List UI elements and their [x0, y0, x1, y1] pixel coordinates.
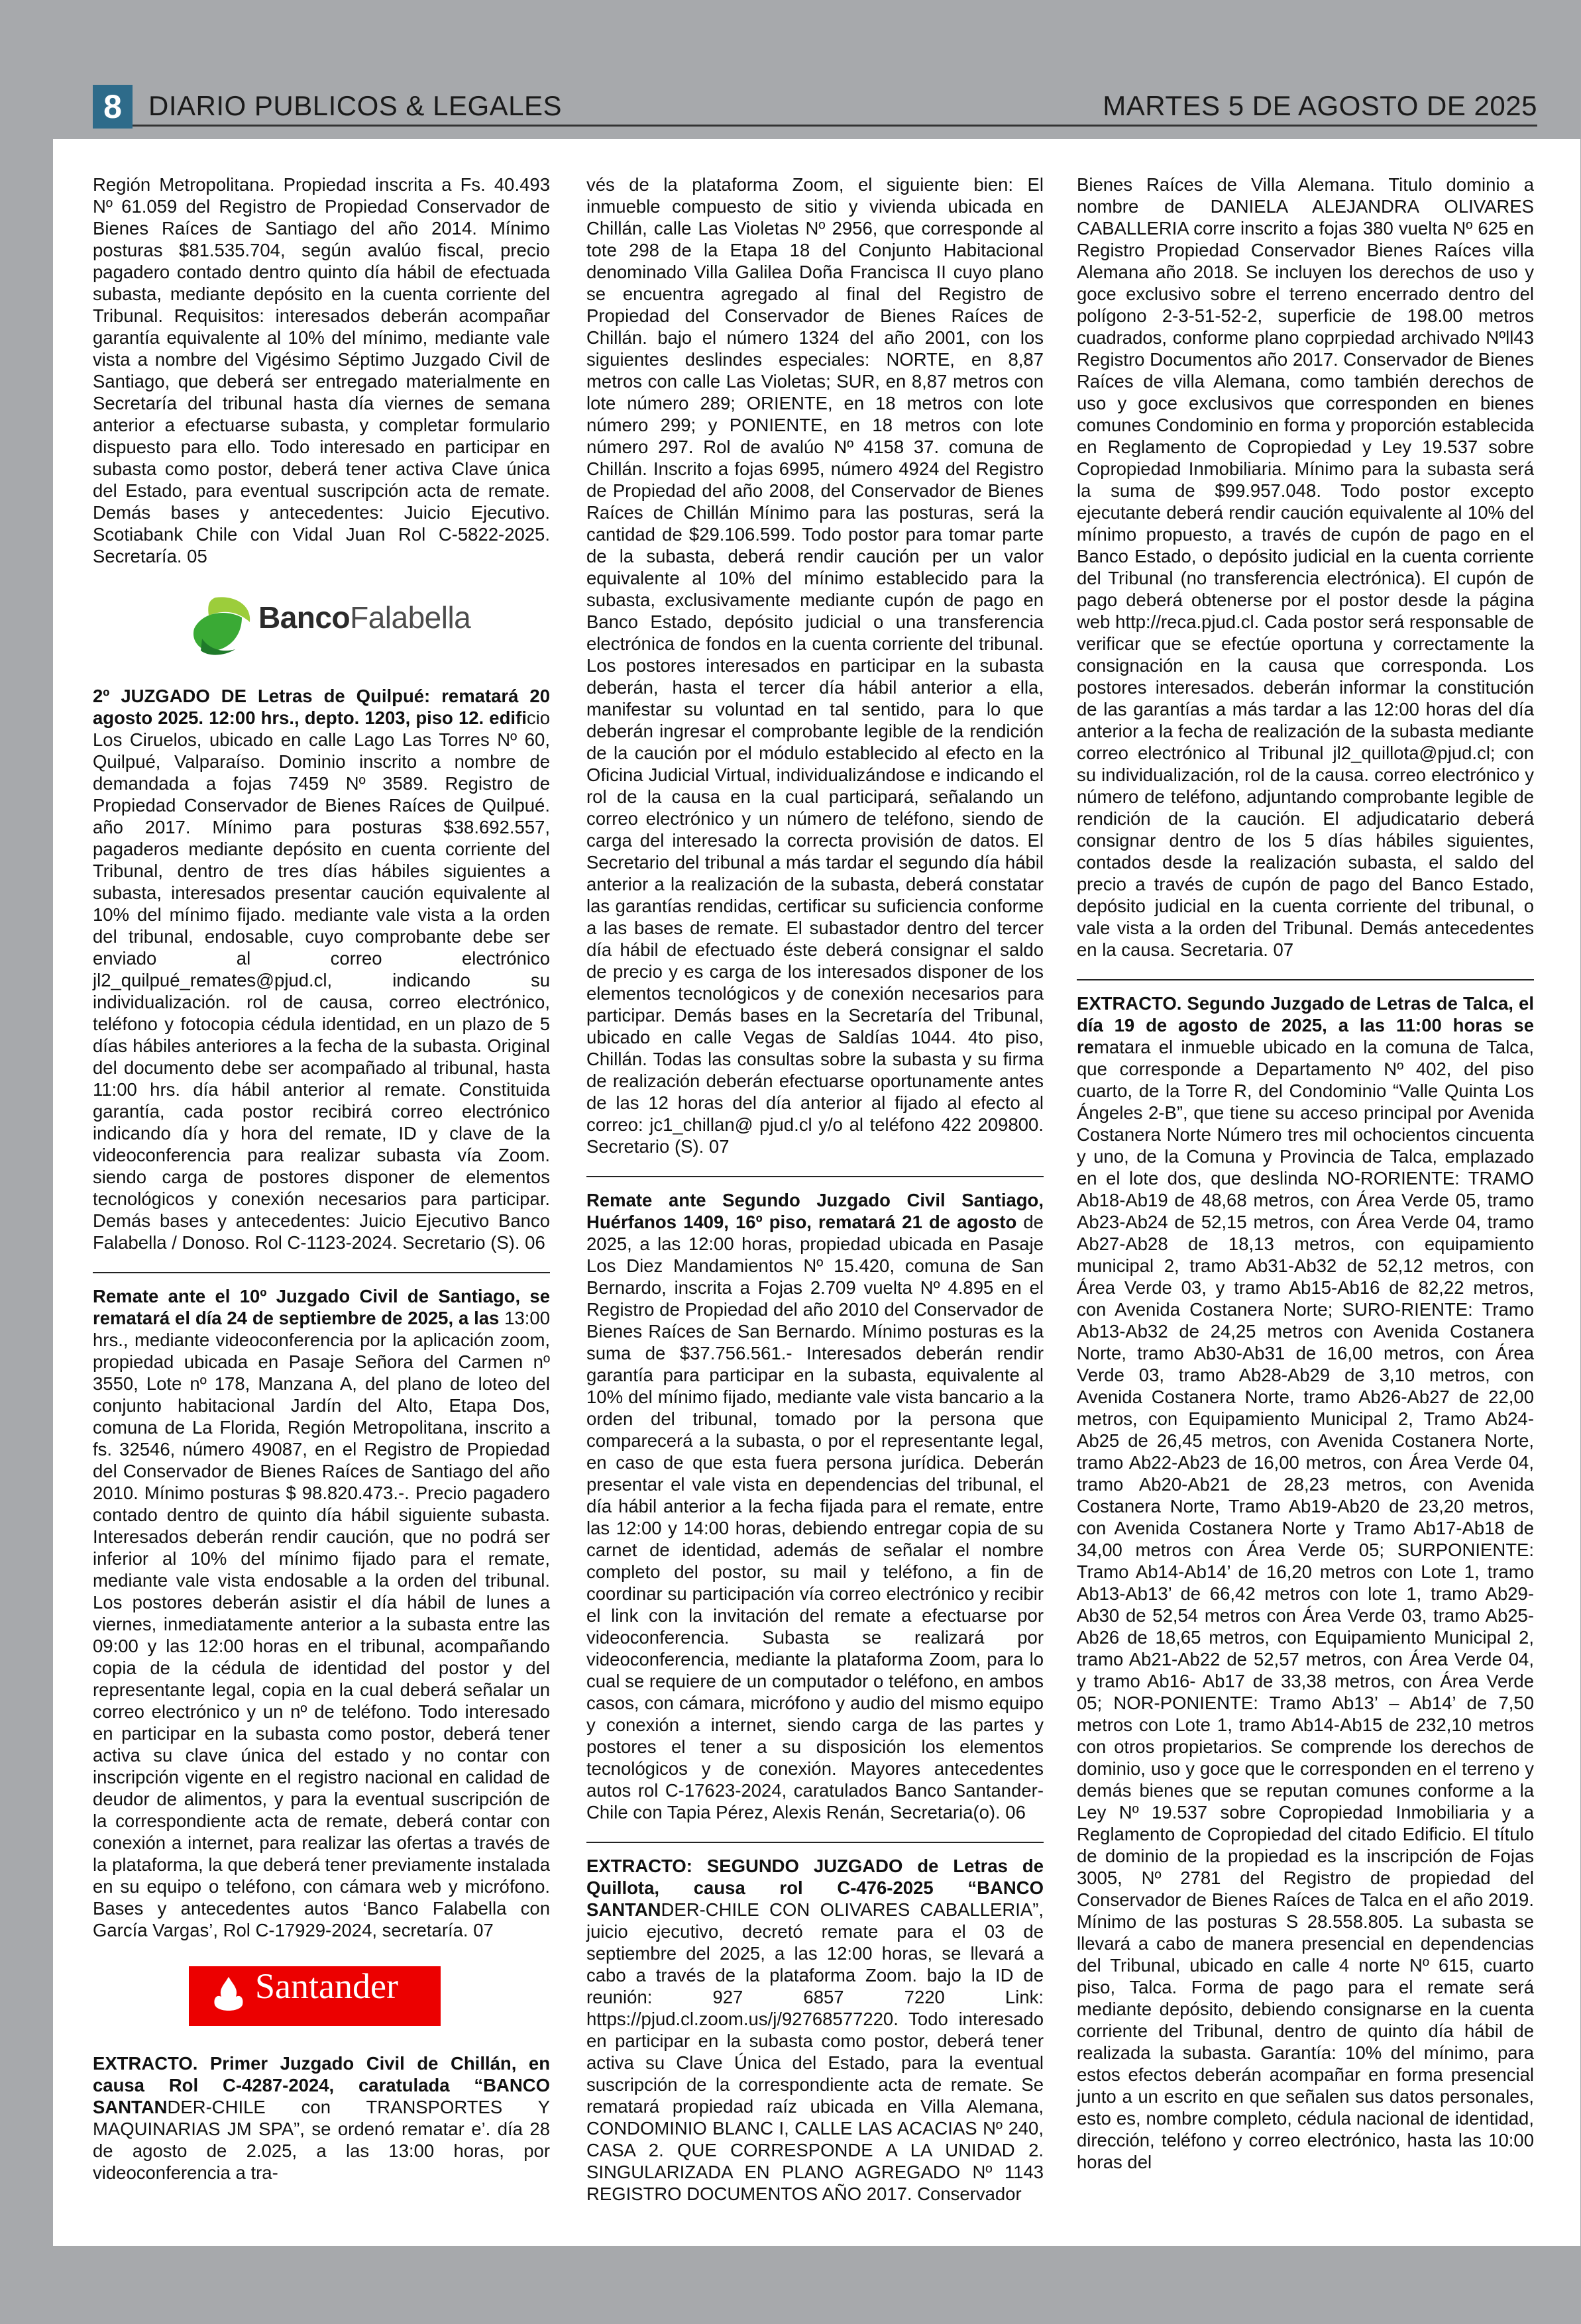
divider [1077, 979, 1534, 980]
divider [93, 1272, 550, 1273]
notice-quilpue: 2º JUZGADO DE Letras de Quilpué: rematará 20 agosto 2025. 12:00 hrs., depto. 1203, piso 12. edificio Los Ciruelos, ubicado en calle Lago Las Torres Nº 60, Quilpué, Valparaíso. Dominio inscrito a nombre de demandada a fojas 7459 Nº 3589. Registro de Propiedad Conservador de Bienes Raíces de Quilpué. año 2017. Mínimo para posturas $38.692.557, pagaderos mediante depósito en cuenta corriente del Tribunal, dentro de tres días hábiles siguientes a subasta, interesados presentar caución equivalente al 10% del mínimo fijado. mediante vale vista a la orden del tribunal, endosable, cuyo comprobante debe ser enviado al correo electrónico jl2_quilpué_remates@pjud.cl, indicando su individualización. rol de causa, correo electrónico, teléfono y fotocopia cédula identidad, en un plazo de 5 días hábiles anteriores a la fecha de la subasta. Original del documento debe ser acompañado al tribunal, hasta 11:00 hrs. día hábil anterior al remate. Constituida garantía, cada postor recibirá correo electrónico indicando día y hora del remate, ID y clave de la videoconferencia para realizar subasta vía Zoom. siendo carga de postores disponer de elementos tecnológicos y conexión necesarios para participar. Demás bases y antecedentes: Juicio Ejecutivo Banco Falabella / Donoso. Rol C-1123-2024. Secretario (S). 06 [93, 686, 550, 1253]
banco-falabella-logo [93, 586, 550, 659]
column-1 [93, 174, 550, 2202]
column-3 [1077, 174, 1534, 2192]
notice-paragraph: Bienes Raíces de Villa Alemana. Titulo dominio a nombre de DANIELA ALEJANDRA OLIVARES CABALLERIA corre inscrito a fojas 380 vuelta Nº 625 en Registro Propiedad Conservador Bienes Raíces villa Alemana año 2018. Se incluyen los derechos de uso y goce exclusivo sobre el terreno encerrado dentro del polígono 2-3-51-52-2, superficie de 198.00 metros cuadrados, conforme plano coprpiedad archivado Nºll43 Registro Documentos año 2017. Conservador de Bienes Raíces de villa Alemana, como también derechos de uso y goce exclusivos que corresponden en bienes comunes Condominio en forma y proporción establecida en Reglamento de Copropiedad y Ley 19.537 sobre Copropiedad Inmobiliaria. Mínimo para la subasta será la suma de $99.957.048. Todo postor excepto ejecutante deberá rendir caución equivalente al 10% del mínimo propuesto, a través de cupón de pago en el Banco Estado, o depósito judicial en la cuenta corriente del Tribunal (no transferencia electrónica). El cupón de pago deberá obtenerse por el postor desde la página web http://reca.pjud.cl. Cada postor será responsable de verificar que se efectúe oportuna y correctamente la consignación en la causa que corresponda. Los postores interesados. deberán informar la constitución de las garantías a más tardar a las 12:00 horas del día anterior a la fecha de realización de la subasta mediante correo electrónico al Tribunal jl2_quillota@pjud.cl; con su individualización, rol de la causa. correo electrónico y número de teléfono, adjuntando comprobante legible de rendición de la caución. El adjudicatario deberá consignar dentro de los 5 días hábiles siguientes, contados desde la realización subasta, el saldo del precio a través de cupón de pago del Banco Estado, depósito judicial en la cuenta corriente del tribunal, o vale vista a la orden del Tribunal. Demás antecedentes en la causa. Secretaria. 07 [1077, 174, 1534, 960]
notice-santiago-2: Remate ante Segundo Juzgado Civil Santiago, Huérfanos 1409, 16º piso, rematará 21 de agosto de 2025, a las 12:00 horas, propiedad ubicada en Pasaje Los Diez Mandamientos Nº 15.420, comuna de San Bernardo, inscrita a Fojas 2.709 vuelta Nº 4.895 en el Registro de Propiedad del año 2010 del Conservador de Bienes Raíces de San Bernardo. Mínimo posturas es la suma de $37.756.561.- Interesados deberán rendir garantía para participar en la subasta, equivalente al 10% del mínimo fijado, mediante vale vista bancario a la orden del tribunal, tomado por la persona que comparecerá a la subasta, o por el representante legal, en caso de que esta fuera persona jurídica. Deberán presentar el vale vista en dependencias del tribunal, el día hábil anterior a la fecha fijada para el remate, entre las 12:00 y 14:00 horas, debiendo entregar copia de su carnet de identidad, además de señalar el nombre completo del postor, su mail y teléfono, a fin de coordinar su participación vía correo electrónico y recibir el link con la invitación del remate a efectuarse por videoconferencia. Subasta se realizará por videoconferencia, mediante la plataforma Zoom, para lo cual se requiere de un computador o teléfono, en ambos casos, con cámara, micrófono y audio del mismo equipo y conexión a internet, siendo carga de las partes y postores el tener a su disposición los elementos tecnológicos y de conexión. Mayores antecedentes autos rol C-17623-2024, caratulados Banco Santander-Chile con Tapia Pérez, Alexis Renán, Secretaria(o). 06 [586, 1190, 1044, 1822]
notice-talca: EXTRACTO. Segundo Juzgado de Letras de Talca, el día 19 de agosto de 2025, a las 11:00 horas se rematara el inmueble ubicado en la comuna de Talca, que corresponde a Departamento Nº 402, del piso cuarto, de la Torre R, del Condominio “Valle Quinta Los Ángeles 2-B”, que tiene su acceso principal por Avenida Costanera Norte Número tres mil ochocientos cincuenta y uno, de la Comuna y Provincia de Talca, emplazado en el lote dos, que deslinda NO-RORIENTE: TRAMO Ab18-Ab19 de 48,68 metros, con Área Verde 05, tramo Ab23-Ab24 de 52,15 metros, con Área Verde 04, tramo Ab27-Ab28 de 18,13 metros, con equipamiento municipal 2, tramo Ab31-Ab32 de 52,12 metros, con Área Verde 03, y tramo Ab15-Ab16 de 82,22 metros, con Avenida Costanera Norte; SURO-RIENTE: Tramo Ab13-Ab32 de 24,25 metros con Avenida Costanera Norte, tramo Ab30-Ab31 de 16,00 metros, con Área Verde 03, tramo Ab28-Ab29 de 3,10 metros, con Avenida Costanera Norte, tramo Ab26-Ab27 de 22,00 metros, con Equipamiento Municipal 2, Tramo Ab24-Ab25 de 26,45 metros, con Avenida Costanera Norte, tramo Ab22-Ab23 de 16,00 metros, con Área Verde 04, tramo Ab20-Ab21 de 28,23 metros, con Avenida Costanera Norte, Tramo Ab19-Ab20 de 23,20 metros, con Avenida Costanera Norte y Tramo Ab17-Ab18 de 34,00 metros con Área Verde 05; SURPONIENTE: Tramo Ab14-Ab14’ de 16,20 metros con Lote 1, tramo Ab13-Ab13’ de 66,42 metros con lote 1, tramo Ab29-Ab30 de 52,54 metros con Área Verde 03, tramo Ab25-Ab26 de 18,65 metros, con Equipamiento Municipal 2, tramo Ab21-Ab22 de 52,57 metros, con Área Verde 04, y tramo Ab16- Ab17 de 33,38 metros, con Área Verde 05; NOR-PONIENTE: Tramo Ab13’ – Ab14’ de 7,50 metros con Lote 1, tramo Ab14-Ab15 de 232,10 metros con otros propietarios. Se comprende los derechos de dominio, uso y goce que le corresponden en el terreno y demás bienes que se reputan comunes conforme a la Ley Nº 19.537 sobre Copropiedad Inmobiliaria y a Reglamento de Copropiedad del citado Edificio. El título de dominio de la propiedad es la inscripción de Fojas 3005, Nº 2781 del Registro de propiedad del Conservador de Bienes Raíces de Talca en el año 2019. Mínimo de las posturas S 28.558.805. La subasta se llevará a cabo de manera presencial en dependencias del Tribunal, ubicado en calle 4 norte Nº 615, cuarto piso, Talca. Forma de pago para el remate será mediante depósito, debiendo consignarse en la cuenta corriente del Tribunal, dentro de quinto día hábil de realizada la subasta. Garantía: 10% del mínimo, para estos efectos deberán acompañar en forma presencial junto a un escrito en que señalen sus datos personales, esto es, nombre completo, cédula nacional de identidad, dirección, teléfono y correo electrónico, hasta las 10:00 horas del [1077, 993, 1534, 2172]
santander-wordmark: Santander [255, 1966, 398, 2006]
page-header [93, 85, 1537, 127]
santander-logo [93, 1960, 550, 2033]
falabella-wordmark: BancoFalabella [258, 600, 471, 635]
santander-flame-icon [212, 1976, 245, 2017]
publication-title: DIARIO PUBLICOS & LEGALES [148, 90, 563, 121]
divider [586, 1176, 1044, 1177]
notice-quillota: EXTRACTO: SEGUNDO JUZGADO de Letras de Quillota, causa rol C-476-2025 “BANCO SANTANDER-CHILE CON OLIVARES CABALLERIA”, juicio ejecutivo, decretó remate para el 03 de septiembre del 2025, a las 12:00 horas, se llevará a cabo a través de la plataforma Zoom. bajo la ID de reunión: 927 6857 7220 Link: https://pjud.cl.zoom.us/j/92768577220. Todo interesado en participar en la subasta como postor, deberá tener activa su Clave Única del Estado, para la eventual suscripción de la correspondiente acta de remate. Se rematará propiedad raíz ubicada en Villa Alemana, CONDOMINIO BLANC I, CALLE LAS ACACIAS Nº 240, CASA 2. QUE CORRESPONDE A LA UNIDAD 2. SINGULARIZADA EN PLANO AGREGADO Nº 1143 REGISTRO DOCUMENTOS AÑO 2017. Conservador [586, 1856, 1044, 2204]
column-2 [586, 174, 1044, 2223]
notice-chillan: EXTRACTO. Primer Juzgado Civil de Chillán, en causa Rol C-4287-2024, caratulada “BANCO SANTANDER-CHILE con TRANSPORTES Y MAQUINARIAS JM SPA”, se ordenó rematar e’. día 28 de agosto de 2.025, a las 13:00 horas, por videoconferencia a tra- [93, 2053, 550, 2183]
notice-paragraph: Región Metropolitana. Propiedad inscrita a Fs. 40.493 Nº 61.059 del Registro de Propiedad Conservador de Bienes Raíces de Santiago del año 2014. Mínimo posturas $81.535.704, según avalúo fiscal, precio pagadero contado dentro quinto día hábil de efectuada subasta, mediante depósito en la cuenta corriente del Tribunal. Requisitos: interesados deberán acompañar garantía equivalente al 10% del mínimo, mediante vale vista a nombre del Vigésimo Séptimo Juzgado Civil de Santiago, que deberá ser entregado materialmente en Secretaría del tribunal hasta día viernes de semana anterior a efectuarse subasta, y completar formulario dispuesto para ello. Todo interesado en participar en subasta como postor, deberá tener activa Clave única del Estado, para eventual suscripción acta de remate. Demás bases y antecedentes: Juicio Ejecutivo. Scotiabank Chile con Vidal Juan Rol C-5822-2025. Secretaría. 05 [93, 174, 550, 566]
divider [586, 1842, 1044, 1843]
page-number: 8 [93, 85, 133, 129]
notice-santiago-10: Remate ante el 10º Juzgado Civil de Santiago, se rematará el día 24 de septiembre de 2025, a las 13:00 hrs., mediante videoconferencia por la aplicación zoom, propiedad ubicada en Pasaje Señora del Carmen nº 3550, Lote nº 178, Manzana A, del plano de loteo del conjunto habitacional Jardín del Alto, Etapa Dos, comuna de La Florida, Región Metropolitana, inscrito a fs. 32546, número 49087, en el Registro de Propiedad del Conservador de Bienes Raíces de Santiago del año 2010. Mínimo posturas $ 98.820.473.-. Precio pagadero contado dentro de quinto día hábil siguiente subasta. Interesados deberán rendir caución, que no podrá ser inferior al 10% del mínimo fijado para el remate, mediante vale vista endosable a la orden del tribunal. Los postores deberán asistir el día hábil de lunes a viernes, inmediatamente anterior a la subasta entre las 09:00 y las 12:00 horas en el tribunal, acompañando copia de la cédula de identidad del postor y del representante legal, copia en la cual deberá señalar un correo electrónico y un nº de teléfono. Todo interesado en participar en la subasta como postor, deberá tener activa su clave única del estado y no contar con inscripción vigente en el registro nacional en calidad de deudor de alimentos, y para la eventual suscripción de la correspondiente acta de remate, deberá contar con conexión a internet, para realizar las ofertas a través de la plataforma, la que deberá tener previamente instalada en su equipo o teléfono, con cámara web y micrófono. Bases y antecedentes autos ‘Banco Falabella con García Vargas’, Rol C-17929-2024, secretaría. 07 [93, 1286, 550, 1940]
issue-date: MARTES 5 DE AGOSTO DE 2025 [1103, 90, 1537, 121]
notice-paragraph: vés de la plataforma Zoom, el siguiente bien: El inmueble compuesto de sitio y vivienda ubicada en Chillán, calle Las Violetas Nº 2956, que corresponde al tote 298 de la Etapa 18 del Conjunto Habitacional denominado Villa Galilea Doña Francisca II cuyo plano se encuentra agregado al final del Registro de Propiedad del Conservador de Bienes Raíces de Chillán. bajo el número 1324 del año 2001, con los siguientes deslindes especiales: NORTE, en 8,87 metros con calle Las Violetas; SUR, en 8,87 metros con lote número 289; ORIENTE, en 18 metros con lote número 299; y PONIENTE, en 18 metros con lote número 297. Rol de avalúo Nº 4158 37. comuna de Chillán. Inscrito a fojas 6995, número 4924 del Registro de Propiedad del año 2008, del Conservador de Bienes Raíces de Chillán Mínimo para las posturas, será la cantidad de $29.106.599. Todo postor para tomar parte de la subasta, deberá rendir caución per un valor equivalente al 10% del mínimo establecido para la subasta, exclusivamente mediante cupón de pago en Banco Estado, depósito judicial o una transferencia electrónica de fondos en la cuenta corriente del tribunal. Los postores interesados en participar en la subasta deberán, hasta el tercer día hábil anterior a ella, manifestar su voluntad en tal sentido, para lo que deberán ingresar el comprobante legible de la rendición de la caución por el módulo establecido al efecto en la Oficina Judicial Virtual, individualizándose e indicando el rol de la causa en la cual participará, señalando un correo electrónico y un número de teléfono, siendo de carga del interesado la correcta provisión de datos. El Secretario del tribunal a más tardar el segundo día hábil anterior a la realización de la subasta, deberá constatar las garantías rendidas, certificar su suficiencia conforme a las bases de remate. El subastador dentro del tercer día hábil de efectuado éste deberá consignar el saldo de precio y es carga de los interesados disponer de los elementos tecnológicos y de conexión necesarios para participar. Demás bases en la Secretaría del Tribunal, ubicado en calle Vegas de Saldías 1044. 4to piso, Chillán. Todas las consultas sobre la subasta y su firma de realización deberán efectuarse oportunamente antes de las 12 horas del día anterior al fijado al efecto al correo: jc1_chillan@ pjud.cl y/o al teléfono 422 209800. Secretario (S). 07 [586, 174, 1044, 1157]
